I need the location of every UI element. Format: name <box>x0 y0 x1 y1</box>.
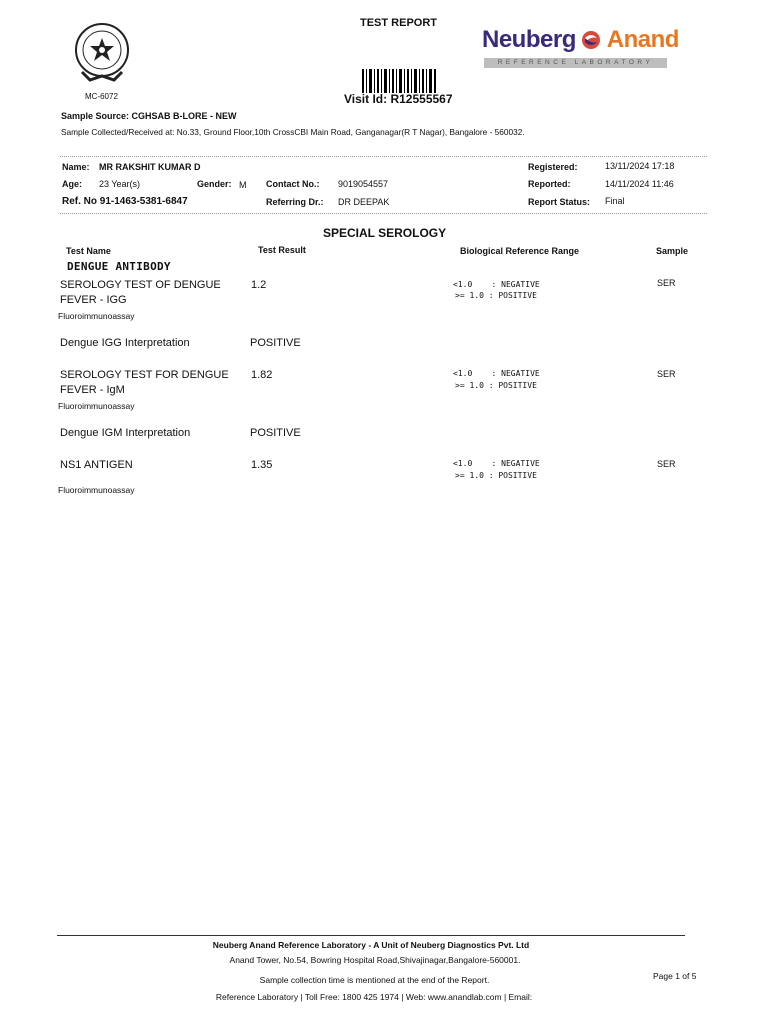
seal-logo-icon <box>68 20 136 86</box>
reported-label: Reported: <box>528 179 571 189</box>
row-3-name-line-2: FEVER - IgM <box>60 384 125 396</box>
mc-code: MC-6072 <box>85 92 118 101</box>
ref-no-value: 91-1463-5381-6847 <box>99 196 188 207</box>
row-3-sample: SER <box>657 369 676 379</box>
sample-collected: Sample Collected/Received at: No.33, Ground Floor,10th CrossCBI Main Road, Ganganagar(R T Nagar), Bangalore - 560032. <box>61 127 525 137</box>
ref-no <box>62 196 188 207</box>
footer-address: Anand Tower, No.54, Bowring Hospital Road,Shivajinagar,Bangalore-560001. <box>229 955 521 965</box>
row-3-method: Fluoroimmunoassay <box>58 401 135 411</box>
row-4-result: POSITIVE <box>250 427 301 439</box>
sample-source <box>61 111 237 121</box>
sample-source-value: CGHSAB B-LORE - NEW <box>131 111 237 121</box>
status-label: Report Status: <box>528 197 591 207</box>
brand-swirl-icon <box>581 30 601 50</box>
footer-contact: Reference Laboratory | Toll Free: 1800 425 1974 | Web: www.anandlab.com | Email: <box>215 992 533 1002</box>
footer-rule <box>57 935 685 936</box>
patient-name: MR RAKSHIT KUMAR D <box>99 162 201 172</box>
divider-bottom <box>60 213 707 214</box>
patient-age: 23 Year(s) <box>99 179 141 189</box>
reported-value: 14/11/2024 11:46 <box>605 179 674 189</box>
registered-value: 13/11/2024 17:18 <box>605 161 675 171</box>
contact-label: Contact No.: <box>266 179 320 189</box>
ref-no-label: Ref. No <box>62 196 97 207</box>
row-1-name-line-1: SEROLOGY TEST OF DENGUE <box>60 279 221 291</box>
brand-neuberg: Neuberg <box>482 26 576 53</box>
page-number: Page 1 of 5 <box>653 971 697 981</box>
row-1-name-line-2: FEVER - IGG <box>60 294 127 306</box>
row-1-method: Fluoroimmunoassay <box>58 311 135 321</box>
contact-value: 9019054557 <box>338 179 389 189</box>
row-4-name: Dengue IGM Interpretation <box>60 427 191 439</box>
section-title: SPECIAL SEROLOGY <box>323 226 447 240</box>
row-5-range-line-1: <1.0 : NEGATIVE <box>453 459 540 468</box>
row-3-result: 1.82 <box>251 369 273 381</box>
col-test-name: Test Name <box>66 246 111 256</box>
col-sample: Sample <box>656 246 689 256</box>
patient-age-label: Age: <box>62 179 82 189</box>
referring-label: Referring Dr.: <box>266 197 324 207</box>
row-1-range-line-2: >= 1.0 : POSITIVE <box>455 291 537 300</box>
brand-subtitle: REFERENCE LABORATORY <box>484 58 667 68</box>
visit-id-label: Visit Id: <box>344 92 388 106</box>
col-test-result: Test Result <box>258 245 306 255</box>
patient-gender: M <box>239 180 247 190</box>
col-reference-range: Biological Reference Range <box>460 246 580 256</box>
sample-source-label: Sample Source: <box>61 111 130 121</box>
row-3-range-line-2: >= 1.0 : POSITIVE <box>455 381 537 390</box>
row-2-result: POSITIVE <box>250 337 301 349</box>
row-5-name: NS1 ANTIGEN <box>60 459 133 471</box>
footer-note: Sample collection time is mentioned at the end of the Report. <box>259 975 490 985</box>
footer-company: Neuberg Anand Reference Laboratory - A Unit of Neuberg Diagnostics Pvt. Ltd <box>212 940 530 950</box>
row-1-sample: SER <box>657 278 676 288</box>
patient-gender-label: Gender: <box>197 179 232 189</box>
row-5-method: Fluoroimmunoassay <box>58 485 135 495</box>
registered-label: Registered: <box>528 162 578 172</box>
status-value: Final <box>605 196 625 206</box>
row-3-name-line-1: SEROLOGY TEST FOR DENGUE <box>60 369 229 381</box>
report-title: TEST REPORT <box>360 17 438 29</box>
visit-id-value: R12555567 <box>390 92 453 106</box>
barcode-icon <box>362 69 436 93</box>
row-3-range-line-1: <1.0 : NEGATIVE <box>453 369 540 378</box>
row-1-range-line-1: <1.0 : NEGATIVE <box>453 280 540 289</box>
row-1-result: 1.2 <box>251 279 267 291</box>
patient-name-label: Name: <box>62 162 90 172</box>
group-heading: DENGUE ANTIBODY <box>67 260 171 273</box>
brand-anand: Anand <box>606 26 679 53</box>
row-5-range-line-2: >= 1.0 : POSITIVE <box>455 471 537 480</box>
row-2-name: Dengue IGG Interpretation <box>60 337 190 349</box>
row-5-sample: SER <box>657 459 676 469</box>
visit-id <box>344 92 453 106</box>
divider-top <box>60 156 707 157</box>
brand-logo <box>482 26 679 54</box>
referring-value: DR DEEPAK <box>338 197 390 207</box>
row-5-result: 1.35 <box>251 459 273 471</box>
